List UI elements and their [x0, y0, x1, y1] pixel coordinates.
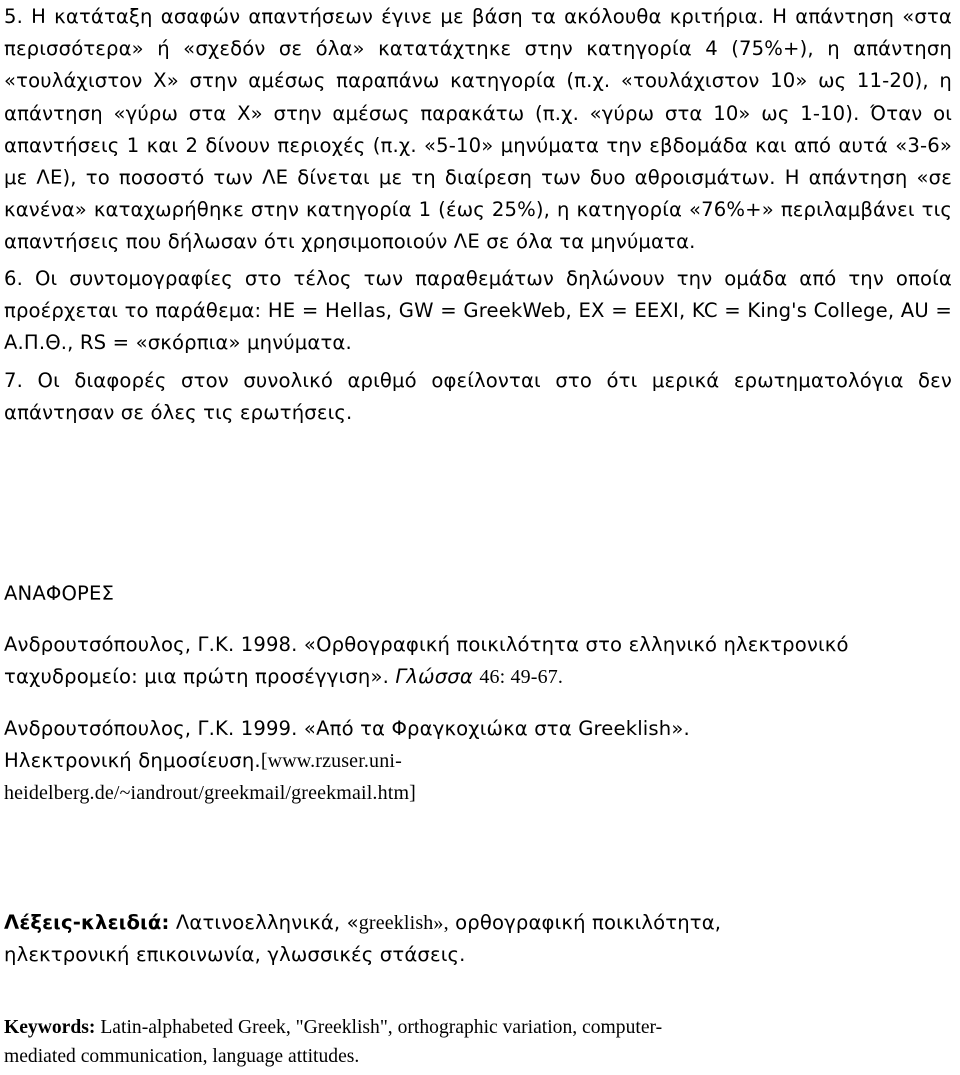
- reference-1-text: Ανδρουτσόπουλος, Γ.Κ. 1998. «Ορθογραφική ποικιλότητα στο ελληνικό ηλεκτρονικό ταχυδρομείο: μια πρώτη προσέγγιση».: [4, 633, 849, 689]
- note-6: 6. Οι συντομογραφίες στο τέλος των παραθεμάτων δηλώνουν την ομάδα από την οποία προέρχεται το παράθεμα: HE = Hellas, GW = GreekWeb, EX = EEXI, KC = King's College, AU = Α.Π.Θ., RS = «σκόρπια» μηνύματα.: [4, 266, 952, 355]
- keywords-greek-text-a: Λατινοελληνικά, «: [175, 911, 359, 934]
- reference-1: [4, 629, 952, 693]
- keywords-english: [4, 1014, 952, 1071]
- keywords-english-label: Keywords:: [4, 1017, 96, 1038]
- reference-2-url-part1: [www.rzuser.uni-: [260, 749, 402, 772]
- note-5: 5. Η κατάταξη ασαφών απαντήσεων έγινε με βάση τα ακόλουθα κριτήρια. Η απάντηση «στα περισσότερα» ή «σχεδόν σε όλα» κατατάχτηκε στην κατηγορία 4 (75%+), η απάντηση «τουλάχιστον Χ» στην αμέσως παραπάνω κατηγορία (π.χ. «τουλάχιστον 10» ως 11-20), η απάντηση «γύρω στα Χ» στην αμέσως παρακάτω (π.χ. «γύρω στα 10» ως 1-10). Όταν οι απαντήσεις 1 και 2 δίνουν περιοχές (π.χ. «5-10» μηνύματα την εβδομάδα και από αυτά «3-6» με ΛΕ), το ποσοστό των ΛΕ δίνεται με τη διαίρεση των δυο αθροισμάτων. Η απάντηση «σε κανένα» καταχωρήθηκε στην κατηγορία 1 (έως 25%), η κατηγορία «76%+» περιλαμβάνει τις απαντήσεις που δήλωσαν ότι χρησιμοποιούν ΛΕ σε όλα τα μηνύματα.: [4, 5, 952, 254]
- keywords-english-text: Latin-alphabeted Greek, "Greeklish", orthographic variation, computer-: [100, 1017, 663, 1038]
- reference-2-text: Ανδρουτσόπουλος, Γ.Κ. 1999. «Από τα Φραγκοχιώκα στα Greeklish».: [4, 716, 690, 740]
- keywords-greek: [4, 907, 952, 971]
- keywords-greek-text-b: ορθογραφική ποικιλότητα,: [455, 911, 722, 934]
- reference-2-url-part2: heidelberg.de/~iandrout/greekmail/greekmail.htm]: [4, 782, 416, 805]
- keywords-greek-text-c: ηλεκτρονική επικοινωνία, γλωσσικές στάσεις.: [4, 943, 466, 967]
- keywords-english-text-line2: mediated communication, language attitudes.: [4, 1045, 360, 1067]
- note-7: 7. Οι διαφορές στον συνολικό αριθμό οφείλονται στο ότι μερικά ερωτηματολόγια δεν απάντησαν σε όλες τις ερωτήσεις.: [4, 369, 952, 425]
- references-heading: ΑΝΑΦΟΡΕΣ: [4, 582, 115, 605]
- keywords-greek-label: Λέξεις-κλειδιά:: [4, 911, 170, 934]
- keywords-greek-serif-word: greeklish»,: [358, 912, 449, 934]
- reference-1-pages: 46: 49-67.: [479, 666, 564, 689]
- notes-section: [4, 1, 952, 430]
- references-section: [4, 578, 952, 828]
- reference-2-pub: Ηλεκτρονική δημοσίευση.: [4, 748, 261, 772]
- reference-1-journal: Γλώσσα: [395, 665, 473, 689]
- reference-2: [4, 713, 952, 810]
